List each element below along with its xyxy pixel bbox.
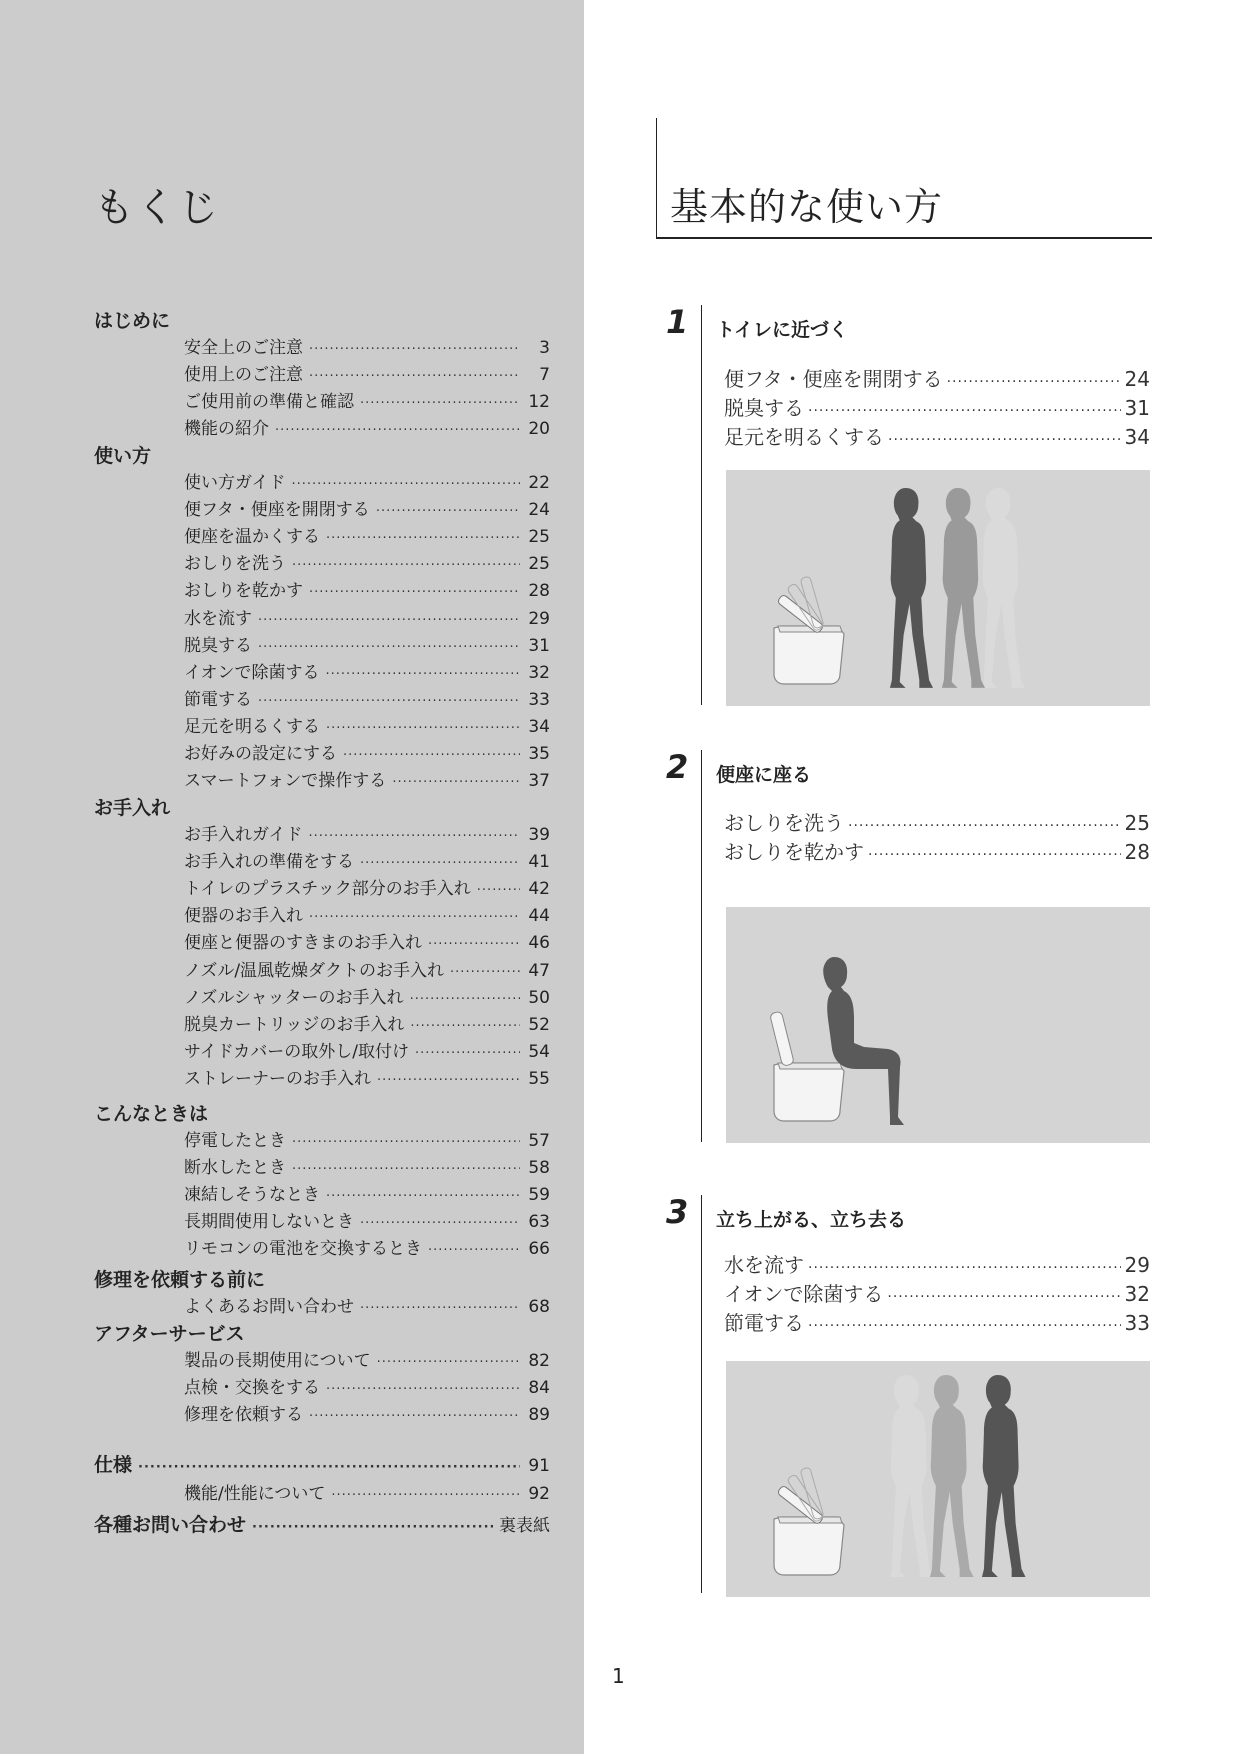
toc-entry-page: 59 (528, 1185, 550, 1205)
toc-leader-dots (376, 504, 520, 519)
step-entry-page: 25 (1124, 811, 1150, 835)
toc-leader-dots (292, 1162, 520, 1177)
toc-leader-dots (331, 1488, 520, 1503)
step-divider-line (701, 750, 702, 1142)
toc-entry[interactable] (184, 1234, 550, 1260)
step-entry-page: 32 (1124, 1282, 1150, 1306)
toc-leader-dots (309, 585, 520, 600)
step-number: 3 (666, 1193, 689, 1231)
toc-entry-label: お手入れガイド (184, 825, 303, 845)
toc-entry-page: 39 (528, 825, 550, 845)
toc-entry[interactable] (94, 1510, 550, 1536)
toc-entry-label: リモコンの電池を交換するとき (184, 1239, 422, 1259)
toc-entry-label: イオンで除菌する (184, 663, 320, 683)
step-entry-label: 便フタ・便座を開閉する (724, 367, 943, 391)
toc-entry-label: 脱臭する (184, 636, 252, 656)
toc-entry-label: 便フタ・便座を開閉する (184, 500, 370, 520)
toc-entry-page: 20 (528, 419, 550, 439)
step-leader-dots (868, 847, 1121, 863)
toc-entry-page: 58 (528, 1158, 550, 1178)
toc-leader-dots (477, 883, 520, 898)
toc-section-heading[interactable]: 修理を依頼する前に (94, 1269, 266, 1291)
toc-entry-page: 33 (528, 690, 550, 710)
toc-entry[interactable] (184, 766, 550, 792)
toc-entry[interactable] (184, 360, 550, 386)
step-number: 1 (666, 303, 689, 341)
toc-entry[interactable] (184, 1346, 550, 1372)
toc-leader-dots (360, 856, 520, 871)
toc-leader-dots (309, 342, 520, 357)
toc-leader-dots (360, 1216, 520, 1231)
toc-section-heading[interactable]: アフターサービス (94, 1323, 245, 1345)
toc-entry-page: 41 (528, 852, 550, 872)
step-entry-page: 31 (1124, 396, 1150, 420)
step-entry[interactable] (724, 1278, 1150, 1306)
toc-entry-label: よくあるお問い合わせ (184, 1297, 354, 1317)
toc-entry-page: 52 (528, 1015, 550, 1035)
toc-entry-page: 35 (528, 744, 550, 764)
toc-leader-dots (309, 1409, 520, 1424)
toc-entry-page: 12 (528, 392, 550, 412)
toc-leader-dots (309, 910, 520, 925)
toc-entry[interactable] (184, 1479, 550, 1505)
toc-entry[interactable] (184, 1292, 550, 1318)
toc-entry[interactable] (184, 414, 550, 440)
toc-entry-label: スマートフォンで操作する (184, 771, 387, 791)
toc-entry-label: ご使用前の準備と確認 (184, 392, 354, 412)
step-title: 便座に座る (716, 764, 812, 786)
toc-entry[interactable] (184, 468, 550, 494)
toc-entry-label: 停電したとき (184, 1131, 286, 1151)
toc-leader-dots (138, 1460, 520, 1475)
toc-entry-label: 機能の紹介 (184, 419, 269, 439)
step-entry-label: おしりを乾かす (724, 840, 864, 864)
toc-section-heading[interactable]: はじめに (94, 310, 171, 332)
toc-entry[interactable] (184, 1126, 550, 1152)
toc-entry[interactable] (184, 1153, 550, 1179)
toc-entry-label: おしりを洗う (184, 554, 286, 574)
toc-entry[interactable] (184, 1207, 550, 1233)
toc-entry-page: 29 (528, 609, 550, 629)
step-leader-dots (808, 1318, 1121, 1334)
step-leader-dots (947, 374, 1121, 390)
toc-entry-label: 機能/性能について (184, 1484, 326, 1504)
toc-leader-dots (415, 1046, 520, 1061)
step-leader-dots (848, 818, 1121, 834)
toc-leader-dots (428, 1243, 520, 1258)
toc-leader-dots (309, 829, 521, 844)
toc-entry-page: 89 (528, 1405, 550, 1425)
toc-leader-dots (292, 558, 520, 573)
toc-entry[interactable] (184, 387, 550, 413)
toc-entry-label: お好みの設定にする (184, 744, 337, 764)
toc-entry-page: 24 (528, 500, 550, 520)
toc-entry[interactable] (184, 1064, 550, 1090)
toc-entry-label: 使用上のご注意 (184, 365, 303, 385)
toc-section-heading[interactable]: 使い方 (94, 445, 152, 467)
toc-leader-dots (377, 1355, 520, 1370)
toc-entry-page: 63 (528, 1212, 550, 1232)
step-entry-label: 節電する (724, 1311, 804, 1335)
toc-entry[interactable] (184, 983, 550, 1009)
toc-entry-label: 脱臭カートリッジのお手入れ (184, 1015, 405, 1035)
toc-entry-label: ストレーナーのお手入れ (184, 1069, 371, 1089)
toc-entry-page: 34 (528, 717, 550, 737)
step-leader-dots (888, 432, 1121, 448)
toc-entry-label: トイレのプラスチック部分のお手入れ (184, 879, 471, 899)
title-rule-vertical (656, 118, 657, 238)
toc-leader-dots (377, 1073, 520, 1088)
toc-entry-page: 66 (528, 1239, 550, 1259)
toc-leader-dots (360, 1301, 520, 1316)
toc-title: もくじ (94, 185, 220, 231)
toc-entry[interactable] (184, 631, 550, 657)
toc-leader-dots (450, 965, 520, 980)
toc-entry-label: 凍結しそうなとき (184, 1185, 320, 1205)
toc-leader-dots (258, 613, 520, 628)
step-illustration (726, 470, 1150, 706)
toc-leader-dots (326, 721, 520, 736)
toc-entry-page: 37 (528, 771, 550, 791)
toc-entry-page: 92 (528, 1484, 550, 1504)
toc-leader-dots (360, 396, 520, 411)
toc-entry-page: 裏表紙 (499, 1516, 550, 1536)
step-entry-label: おしりを洗う (724, 811, 844, 835)
toc-leader-dots (410, 1019, 520, 1034)
toc-entry-label: 便器のお手入れ (184, 906, 303, 926)
step-number: 2 (666, 748, 689, 786)
illustration-graphic (726, 907, 1150, 1143)
toc-entry[interactable] (184, 847, 550, 873)
step-entry-page: 33 (1124, 1311, 1150, 1335)
toc-entry-label: 足元を明るくする (184, 717, 320, 737)
toc-entry[interactable] (184, 874, 550, 900)
page-title: 基本的な使い方 (670, 185, 944, 229)
toc-entry-label: ノズルシャッターのお手入れ (184, 988, 404, 1008)
step-entry-label: 足元を明るくする (724, 425, 884, 449)
toc-entry[interactable] (184, 820, 550, 846)
step-entry[interactable] (724, 807, 1150, 835)
step-leader-dots (887, 1289, 1120, 1305)
toc-entry-label: 断水したとき (184, 1158, 286, 1178)
toc-entry-label: 各種お問い合わせ (94, 1514, 247, 1536)
toc-entry-page: 91 (528, 1456, 550, 1476)
toc-entry[interactable] (184, 685, 550, 711)
toc-leader-dots (326, 1382, 520, 1397)
toc-entry[interactable] (184, 604, 550, 630)
toc-entry[interactable] (184, 901, 550, 927)
toc-leader-dots (258, 640, 520, 655)
toc-entry-label: 長期間使用しないとき (184, 1212, 354, 1232)
toc-entry-page: 68 (528, 1297, 550, 1317)
toc-entry[interactable] (184, 1373, 550, 1399)
toc-leader-dots (326, 667, 521, 682)
page-number: 1 (612, 1664, 625, 1688)
toc-entry-page: 25 (528, 527, 550, 547)
toc-leader-dots (326, 531, 520, 546)
toc-entry[interactable] (184, 576, 550, 602)
toc-entry-page: 46 (528, 933, 550, 953)
step-entry-page: 24 (1124, 367, 1150, 391)
toc-entry-page: 54 (528, 1042, 550, 1062)
toc-entry-page: 57 (528, 1131, 550, 1151)
toc-entry[interactable] (184, 1400, 550, 1426)
step-entry[interactable] (724, 392, 1150, 420)
step-entry[interactable] (724, 1249, 1150, 1277)
toc-leader-dots (292, 1135, 520, 1150)
toc-entry[interactable] (184, 956, 550, 982)
illustration-graphic (726, 470, 1150, 706)
toc-entry-label: 仕様 (94, 1454, 133, 1476)
toc-entry-label: 節電する (184, 690, 252, 710)
toc-entry-label: 製品の長期使用について (184, 1351, 371, 1371)
toc-entry[interactable] (184, 739, 550, 765)
toc-entry-page: 55 (528, 1069, 550, 1089)
toc-entry-page: 84 (528, 1378, 550, 1398)
toc-leader-dots (326, 1189, 520, 1204)
toc-leader-dots (292, 477, 521, 492)
step-entry-label: 脱臭する (724, 396, 804, 420)
toc-entry[interactable] (184, 928, 550, 954)
toc-entry-label: おしりを乾かす (184, 581, 303, 601)
step-entry[interactable] (724, 421, 1150, 449)
step-divider-line (701, 305, 702, 705)
toc-entry[interactable] (184, 712, 550, 738)
step-entry[interactable] (724, 836, 1150, 864)
step-entry-page: 34 (1124, 425, 1150, 449)
toc-entry-label: 便座と便器のすきまのお手入れ (184, 933, 422, 953)
toc-entry-page: 47 (528, 961, 550, 981)
toc-leader-dots (392, 775, 520, 790)
toc-entry[interactable] (184, 522, 550, 548)
toc-leader-dots (258, 694, 520, 709)
toc-entry[interactable] (184, 549, 550, 575)
step-entry-label: 水を流す (724, 1253, 804, 1277)
toc-entry-label: 修理を依頼する (184, 1405, 303, 1425)
toc-leader-dots (343, 748, 520, 763)
toc-section-heading[interactable]: お手入れ (94, 797, 171, 819)
step-divider-line (701, 1195, 702, 1593)
toc-entry-label: 水を流す (184, 609, 252, 629)
title-rule-horizontal (656, 237, 1152, 239)
toc-entry[interactable] (184, 495, 550, 521)
illustration-graphic (726, 1361, 1150, 1597)
toc-entry[interactable] (184, 333, 550, 359)
toc-entry-page: 31 (528, 636, 550, 656)
toc-entry-page: 50 (528, 988, 550, 1008)
step-entry[interactable] (724, 363, 1150, 391)
toc-entry[interactable] (184, 1180, 550, 1206)
toc-entry-label: 使い方ガイド (184, 473, 286, 493)
toc-leader-dots (428, 937, 520, 952)
toc-entry[interactable] (184, 658, 550, 684)
toc-entry-label: サイドカバーの取外し/取付け (184, 1042, 410, 1062)
toc-entry[interactable] (94, 1450, 550, 1476)
toc-entry-page: 22 (528, 473, 550, 493)
step-entry-page: 28 (1124, 840, 1150, 864)
toc-entry-page: 28 (528, 581, 550, 601)
toc-entry-label: 便座を温かくする (184, 527, 320, 547)
step-title: トイレに近づく (716, 319, 849, 341)
toc-entry-page: 7 (539, 365, 550, 385)
toc-entry-page: 25 (528, 554, 550, 574)
step-leader-dots (808, 1260, 1121, 1276)
step-illustration (726, 1361, 1150, 1597)
toc-entry-label: 安全上のご注意 (184, 338, 303, 358)
toc-entry-label: お手入れの準備をする (184, 852, 354, 872)
toc-entry-page: 3 (539, 338, 550, 358)
toc-leader-dots (252, 1520, 493, 1535)
toc-entry-page: 44 (528, 906, 550, 926)
toc-entry-page: 32 (528, 663, 550, 683)
toc-entry-page: 42 (528, 879, 550, 899)
step-illustration (726, 907, 1150, 1143)
toc-leader-dots (309, 369, 520, 384)
step-entry-label: イオンで除菌する (724, 1282, 884, 1306)
step-entry[interactable] (724, 1307, 1150, 1335)
step-entry-page: 29 (1124, 1253, 1150, 1277)
toc-entry[interactable] (184, 1037, 550, 1063)
toc-leader-dots (275, 423, 520, 438)
toc-entry[interactable] (184, 1010, 550, 1036)
toc-entry-label: 点検・交換をする (184, 1378, 320, 1398)
toc-entry-page: 82 (528, 1351, 550, 1371)
step-leader-dots (808, 403, 1121, 419)
toc-leader-dots (410, 992, 520, 1007)
toc-section-heading[interactable]: こんなときは (94, 1103, 209, 1125)
toc-entry-label: ノズル/温風乾燥ダクトのお手入れ (184, 961, 445, 981)
step-title: 立ち上がる、立ち去る (716, 1209, 907, 1231)
